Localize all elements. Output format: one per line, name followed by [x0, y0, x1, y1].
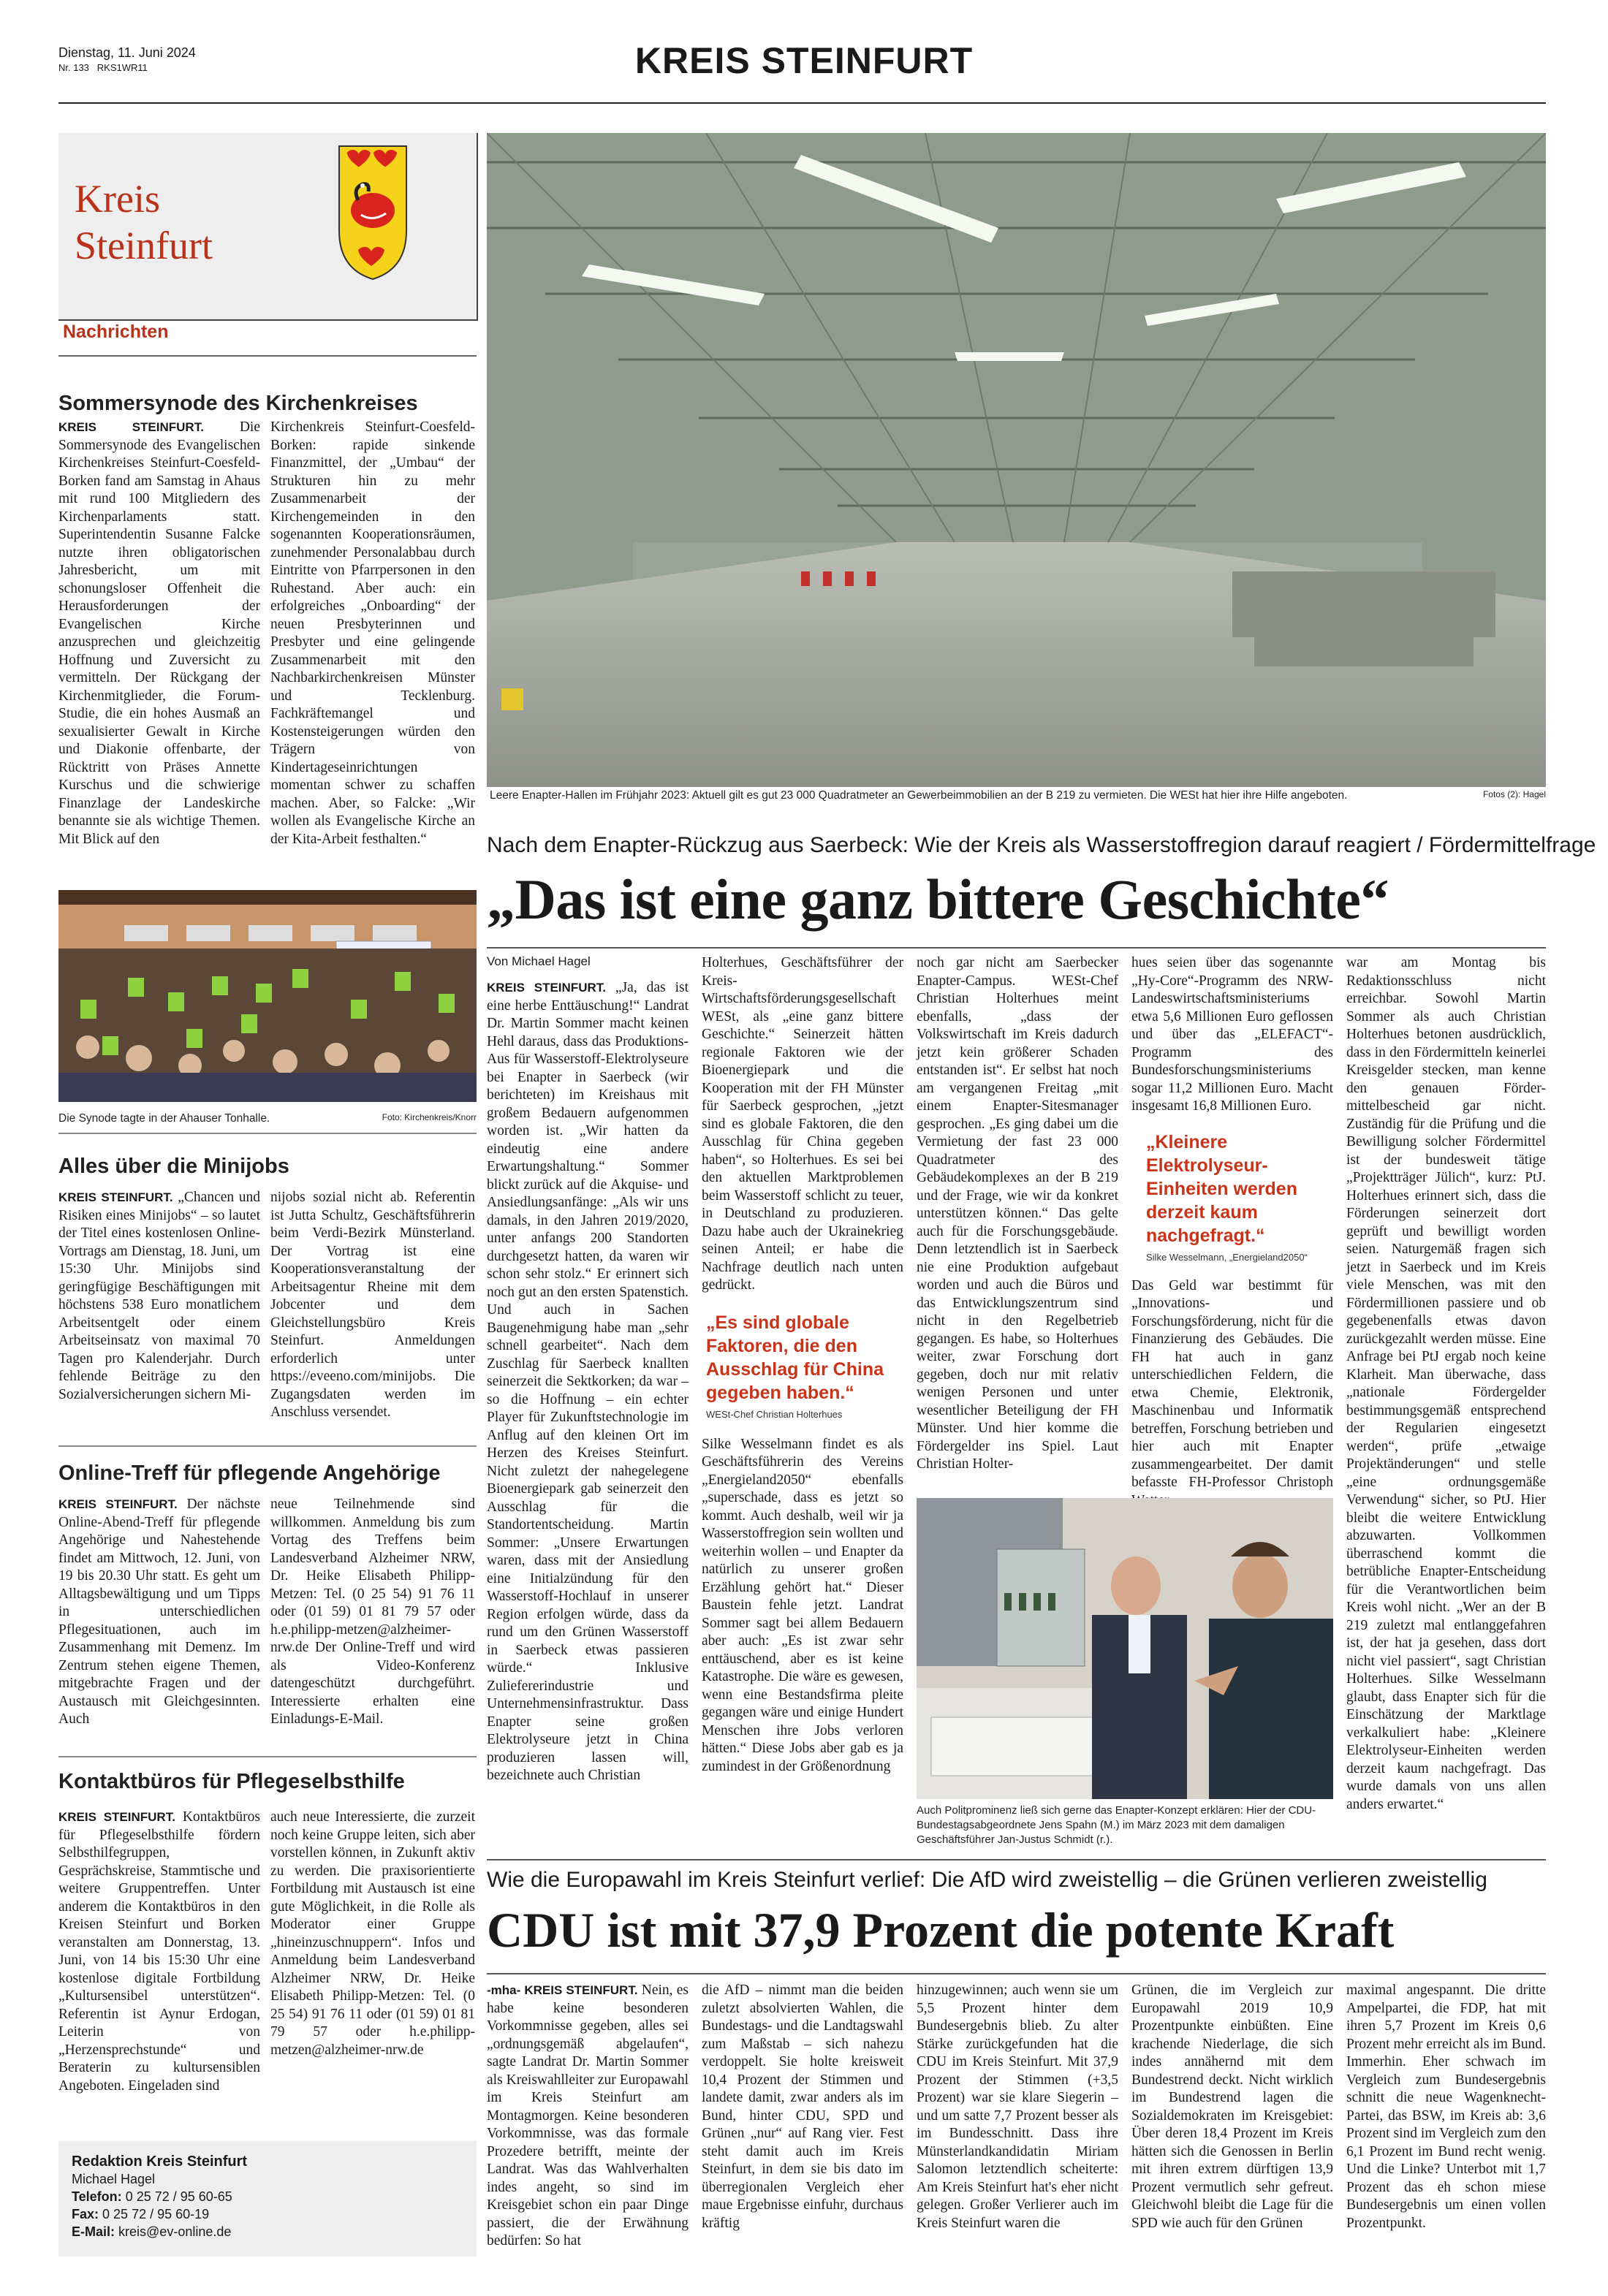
quote2-source: Silke Wesselmann, „Energieland2050“ [1146, 1251, 1308, 1263]
spahn-photo [917, 1498, 1333, 1799]
second-col5 [1346, 1982, 1546, 2232]
lead-col3-text: noch gar nicht am Saerbecker Enapter-Campus. WESt-Chef Christian Holterhues meint ebenfalls, „dass der Volkswirtschaft im Kreis dadurch jetzt kein größerer Schaden entstanden ist“. Er selbst hat noch am vergangenen Freitag „mit einem Enapter-Sitesmanager gesprochen. „Es ging dabei um die Vermietung der fast 23 000 Quadratmeter des Gebäudekomplexes an der B 219 und der Frage, wie wir da konkret unterstützen können.“ Das gelte auch für die Forschungsgebäude. Denn letztendlich ist in Saerbeck nie eine Produktion aufgebaut worden und auch die Büros und das Entwicklungszentrum sind nicht in den Regelbetrieb gegangen. Es habe, so Holterhues weiter, zwar Forschung dort gegeben, doch nur mit relativ wenigen Personen und unter wesentlicher Beteiligung der FH Münster. Und hier komme die Fördergelder ins Spiel. Laut Christian Holter- [917, 955, 1118, 1472]
sidebar-title-line1: Kreis [75, 177, 160, 221]
fax-label: Fax: [72, 2207, 99, 2221]
mail-value[interactable]: kreis@ev-online.de [118, 2224, 232, 2239]
synode-text1: Die Sommersynode des Evangelischen Kirchenkreises Steinfurt-Coesfeld-Borken fand am Samstag in Ahaus mit rund 100 Mitgliedern des Kirchenparlaments statt. Superintendentin Susanne Falcke nutzte ihren obligatorischen Jahresbericht, um mit schonungsloser Offenheit die Herausforderungen der Evangelischen Kirche anzusprechen und gleichzeitig Hoffnung und Zuversicht zu vermitteln. Der Rückgang der Kirchenmitglieder, die Forum-Studie, die ein hohes Ausmaß an sexualisierter Gewalt in Kirche und Diakonie offenbarte, der Rücktritt von Präses Annette Kurschus und die schwierige Finanzlage der Landeskirche benannte sie als wichtige Themen. Mit Blick auf den [58, 419, 260, 847]
second-headline: CDU ist mit 37,9 Prozent die potente Kraft [487, 1902, 1395, 1958]
second-col4-text: Grünen, die im Vergleich zur Europawahl 2019 10,9 Prozentpunkte einbüßten. Eine krachende Niederlage, die sich indes annähernd mit dem Bundestrend deckt. Nicht wirklich im Bundestrend lagen die Sozialdemokraten im Kreisgebiet: Über deren 18,4 Prozent im Kreis hätten sich die Genossen in Berlin mit ihren extrem dürftigen 13,9 Prozent vermutlich sehr gefreut. Gleichwohl bleibt die Lage für die SPD wie auch für den Grünen [1131, 1983, 1333, 2231]
treff-text1: Der nächste Online-Abend-Treff für pflegende Angehörige und Nahestehende findet am Mittwoch, 12. Juni, von 19 bis 20.30 Uhr statt. Es geht um Alltagsbewältigung und um Tipps in unterschiedlichen Pflegesituationen, auch im Zusammenhang mit Demenz. Im Zentrum stehen eigene Themen, mitgebrachte Fragen und der Austausch mit Gleichgesinnten. Auch [58, 1497, 261, 1727]
synode-caption-text: Die Synode tagte in der Ahauser Tonhalle. [58, 1112, 270, 1125]
minijobs-col1 [58, 1189, 260, 1422]
page-section-title: KREIS STEINFURT [634, 40, 974, 81]
quote1-source: WESt-Chef Christian Holterhues [706, 1408, 843, 1420]
second-col2 [702, 1982, 903, 2232]
minijobs-headline: Alles über die Minijobs [58, 1155, 289, 1178]
lead-col1-text [487, 979, 689, 1785]
issue-code: RKS1WR11 [96, 62, 148, 73]
sidebar-title-line2: Steinfurt [75, 224, 213, 267]
redaktion-fax [72, 2205, 463, 2223]
sidebar-title [75, 175, 213, 269]
second-col3-text: hinzugewinnen; auch wenn sie um 5,5 Prozent hinter dem Bundesergebnis blieb. Zu alter Stärke zurückgefunden hat die CDU im Kreis Steinfurt. Mit 37,9 Prozent der Stimmen (+3,5 Prozent) war sie klare Siegerin – und um satte 7,7 Prozent besser als im Bundesschnitt. Dass ihre Münsterlandkandidatin Miriam Salomon letztendlich scheiterte: Am Kreis Steinfurt hat's eher nicht gelegen. Großer Verlierer auch im Kreis Steinfurt waren die [917, 1983, 1118, 2231]
treff-rule [58, 1756, 477, 1757]
synode-article [58, 392, 477, 848]
treff-col2: neue Teilnehmende sind willkommen. Anmeldung bis zum Vortag des Treffens beim Landesverband Alzheimer NRW, Dr. Heike Elisabeth Philipp-Metzen: Tel. (0 25 54) 91 76 11 oder (01 59) 01 81 79 57 oder h.e.philipp-metzen@alzheimer-nrw.de Der Online-Treff und wird als Video-Konferenz datengeschützt durchgeführt. Interessierte erhalten eine Einladungs-E-Mail. [270, 1497, 475, 1727]
second-col1-body: Nein, es habe keine besonderen Vorkommnisse gegeben, alles sei „ordnungsgemäß abgelaufen“, sagte Landrat Dr. Martin Sommer als Kreiswahlleiter zur Europawahl im Kreis Steinfurt am Montagmorgen. Keine besonderen Vorkommnisse, was das formale Prozedere betrifft, meinte der Landrat. Was das Wahlverhalten indes angeht, so sind im Kreisgebiet schon ein paar Dinge passiert, die der Erwähnung bedürfen: So hat [487, 1983, 689, 2249]
minijobs-dateline: KREIS STEINFURT. [58, 1190, 173, 1204]
quote1-text: „Es sind globale Faktoren, die den Ausschlag für China gegeben haben.“ [706, 1312, 884, 1403]
tel-value[interactable]: 0 25 72 / 95 60-65 [125, 2189, 232, 2204]
quote2-text: „Kleinere Elektrolyseur-Einheiten werden derzeit kaum nachgefragt.“ [1146, 1131, 1297, 1246]
redaktion-name: Michael Hagel [72, 2172, 156, 2186]
minijobs-col2: nijobs sozial nicht ab. Referentin ist Jutta Schultz, Geschäftsführerin beim Verdi-Bezirk Münsterland. Der Vortrag ist eine Kooperationsveranstaltung der Arbeitsagentur Rheine mit dem Jobcenter und dem Gleichstellungsbüro Kreis Steinfurt. Anmeldungen erforderlich unter https://eveeno.com/minijobs. Die Zugangsdaten werden im Anschluss versendet. [270, 1190, 475, 1420]
lead-col5 [1346, 954, 1546, 1814]
second-headline-rule [487, 1973, 1546, 1974]
sidebar-title-box [58, 133, 478, 321]
nachrichten-label: Nachrichten [63, 322, 169, 342]
lead-col4 [1131, 954, 1333, 1510]
lead-col4-text: hues seien über das sogenannte „Hy-Core“-Programm des NRW-Landeswirtschaftsministeriums etwa 5,6 Millionen Euro geflossen und über das „ELEFACT“-Programm des Bundesforschungsministeriums sogar 11,2 Millionen Euro. Macht insgesamt 16,8 Millionen Euro. [1131, 955, 1333, 1114]
kontakt-col2: auch neue Interessierte, die zurzeit noch keine Gruppe leiten, sich aber vorstellen können, in Zukunft aktiv zu werden. Die praxisorientierte Fortbildung mit Austausch ist eine gute Möglichkeit, in die Rolle als Moderator einer Gruppe „hineinzuschnuppern“. Infos und Anmeldung beim Landesverband Alzheimer NRW, Dr. Heike Elisabeth Philipp-Metzen: Tel. (0 25 54) 91 76 11 oder (01 59) 01 81 79 57 oder h.e.philipp-metzen@alzheimer-nrw.de [270, 1809, 475, 2058]
visit-image [917, 1498, 1333, 1799]
redaktion-box [58, 2141, 477, 2257]
lead-col2a: Holterhues, Geschäftsführer der Kreis-Wirtschaftsförderungsgesellschaft WESt, als „eine ganz bittere Geschichte.“ Seinerzeit hätten regionale Faktoren wie der Bioenergiepark und die Kooperation mit der FH Münster für Saerbeck gesprochen, „jetzt sind es globale Faktoren, die den Ausschlag für China gegeben haben“, so Holterhues. Es sei bei den aktuellen Marktproblemen beim Wasserstoff schlicht zu teuer, in Deutschland zu produzieren. Dazu habe auch der Ukrainekrieg seinen Anteil; er habe die Nachfrage deutlich nach unten gedrückt. [702, 955, 903, 1293]
synode-photo-credit: Foto: Kirchenkreis/Knorr [382, 1112, 477, 1122]
minijobs-article [58, 1155, 477, 1422]
kontakt-article [58, 1770, 477, 2095]
second-article-rule [487, 1859, 1546, 1860]
lead-col3 [917, 954, 1118, 1474]
main-photo-caption [490, 789, 1546, 802]
sidebar-rule [58, 355, 477, 357]
main-photo-credit: Fotos (2): Hagel [1482, 789, 1546, 799]
lead-col4b-text: Das Geld war bestimmt für „Innovations- und Forschungsförderung, nicht für die Finanzierung des Gebäudes. Die FH hat auch in ganz unterschiedlichen Feldern, die etwa Chemie, Elektronik, Maschinenbau und Informatik betreffen, Forschung betrieben und hier auch mit Enapter zusammengearbeitet. Der damit befasste FH-Professor Christoph [1131, 1277, 1333, 1490]
kontakt-headline: Kontaktbüros für Pflegeselbsthilfe [58, 1770, 405, 1793]
coat-of-arms-icon [336, 143, 409, 282]
lead-col2b: Silke Wesselmann findet es als Geschäftsführerin des Vereins „Energieland2050“ ebenfalls „superschade, dass es jetzt so kommt. Auch deshalb, weil wir ja Wasserstoffregion sein wollten und weiterhin wollen – und Enapter da natürlich zu unserer großen Erzählung gehört hat.“ Dieser Baustein fehle jetzt. Landrat Sommer sagt bei allem Bedauern aber auch: „Es ist zwar sehr enttäuschend, aber es ist keine Katastrophe. Die wäre es gewesen, wenn eine Bestandsfirma pleite gegangen wäre und einige Hundert Menschen ihre Jobs verloren hätten.“ Diese Jobs aber gab es ja zumindest in der Größenordnung [702, 1436, 903, 1774]
redaktion-tel [72, 2188, 463, 2205]
redaktion-title: Redaktion Kreis Steinfurt [72, 2154, 248, 2170]
second-col4 [1131, 1982, 1333, 2232]
synode-caption [58, 1112, 477, 1125]
issue-no: Nr. 133 [58, 62, 89, 73]
lead-dateline: KREIS STEINFURT. [487, 981, 606, 995]
minijobs-rule [58, 1445, 477, 1447]
second-col5-text: maximal angespannt. Die dritte Ampelpartei, die FDP, hat mit ihren 5,7 Prozent im Kreis 0,6 Prozent mehr erreicht als im Bund. Immerhin. Eher schwach im Vergleich zum Bundesergebnis schnitt die neue Wagenknecht-Partei, das BSW, im Kreis ab: 3,6 Prozent sind im Vergleich zum den 6,1 Prozent im Bund recht wenig. Und die Linke? Unterbot mit 1,7 Prozent das eh schon miese Bundesergebnis um einen vollen Prozentpunkt. [1346, 1983, 1546, 2231]
synode-rule [58, 1133, 477, 1134]
treff-article [58, 1461, 477, 1729]
synode-dateline: KREIS STEINFURT. [58, 420, 204, 434]
second-col1-text [487, 1982, 689, 2251]
lead-col1 [487, 954, 689, 1785]
redaktion-mail [72, 2223, 463, 2240]
synode-col1 [58, 419, 260, 848]
second-col2-text: die AfD – nimmt man die beiden zuletzt absolvierten Wahlen, die Bundestags- und die Landtagswahl zum Maßstab – sich nahezu verdoppelt. Sie holte kreisweit 10,4 Prozent der Stimmen und landete damit, zwar anders als im Bund, hinter CDU, SPD und Grünen „nur“ auf Rang vier. Fest steht damit auch im Kreis Steinfurt, in dem sie bis dato im überregionalen Vergleich eher maue Ergebnisse einfuhr, durchaus kräftig [702, 1983, 903, 2231]
second-dateline: -mha- KREIS STEINFURT. [487, 1983, 638, 1997]
kontakt-col1 [58, 1809, 260, 2095]
kontakt-text1: Kontaktbüros für Pflegeselbsthilfe fördern Selbsthilfegruppen, Gesprächskreise, Stammtische und weitere Gruppentreffen. Unter anderem die Kontaktbüros in den Kreisen Steinfurt und Borken veranstalten am Donnerstag, 13. Juni, von 14 bis 15:30 Uhr eine kostenlose digitale Fortbildung „Kultursensibel unterstützen“. Referentin ist Aynur Erdogan, Leiterin von „Herzensprechstunde“ und Beraterin zu kultursensiblen Angeboten. Eingeladen sind [58, 1809, 260, 2094]
mail-label: E-Mail: [72, 2224, 115, 2239]
synode-headline: Sommersynode des Kirchenkreises [58, 392, 418, 415]
lead-col1-body: „Ja, das ist eine herbe Enttäuschung!“ Landrat Dr. Martin Sommer macht keinen Hehl daraus, dass das Produktions-Aus für Wasserstoff-Elektrolyseure bei Enapter in Saerbeck (wir berichteten) im Kreishaus mit großem Bedauern aufgenommen worden ist. „Wir hatten da eindeutig eine andere Erwartungshaltung.“ Sommer blickt zurück auf die Akquise- und Ansiedlungsanfänge: „Als wir uns damals, in den Jahren 2019/2020, unter anfangs 200 Standorten durchgesetzt hatten, da waren wir schon sehr stolz.“ Er erinnert sich noch gut an den ersten Spatenstich. Und auch in Sachen Baugenehmigung habe man „sehr schnell gearbeitet“. Nach dem Zuschlag für Saerbeck knallten seinerzeit die Sektkorken; da war – so die Hoffnung – ein echter Player für Zukunftstechnologie im Anflug auf den kleinen Ort im Herzen des Kreises Steinfurt. Nicht zuletzt der nahegelegene Bioenergiepark gab seinerzeit den Ausschlag für die Standortentscheidung. Martin Sommer: „Unsere Erwartungen waren, dass mit der Ansiedlung eine Initialzündung für den Wasserstoff-Hochlauf in unserer Region erfolgen würde, dass da rund um den Grünen Wasserstoff in Saerbeck etwas passieren würde.“ Inklusive Zuliefererindustrie und Unternehmensinfrastruktur. Dass Enapter seine großen Elektrolyseure jetzt in China produzieren lassen will, bezeichnete auch Christian [487, 980, 689, 1783]
main-photo-caption-text: Leere Enapter-Hallen im Frühjahr 2023: Aktuell gilt es gut 23 000 Quadratmeter an Gewerbeimmobilien an der B 219 zu vermieten. Die WESt hat hier ihre Hilfe angeboten. [490, 789, 1348, 802]
quote-wesselmann [1146, 1130, 1333, 1263]
synode-photo [58, 890, 477, 1102]
quote-holterhues [706, 1311, 903, 1420]
lead-col5-text: war am Montag bis Redaktionsschluss nicht erreichbar. Sowohl Martin Sommer als auch Christian Holterhues betonen ausdrücklich, dass in den Fördermitteln keinerlei Kreisgelder stecken, man kenne den genauen Förder-mittelbescheid gar nicht. Zuständig für die Prüfung und die Bewilligung solcher Fördermittel ist der bundesweit tätige „Projektträger Jülich“, kurz: PtJ. Holterhues erinnert sich, dass die Förderungen seinerzeit dort geprüft und bewilligt worden seien. Naturgemäß fragen sich jetzt in Saerbeck und im Kreis viele Menschen, was mit den Fördermillionen passiere und ob gegebenenfalls etwas davon zurückgezahlt werden müsse. Eine Anfrage bei PtJ ergab noch keine Klarheit. Man überwache, dass „nationale Fördergelder bestimmungsgemäß entsprechend der Regularien eingesetzt werden“, prüfe „etwaige Projektänderungen“ und stelle „eine ordnungsgemäße Verwendung“ sicher, so PtJ. Hier bleibt die weitere Entwicklung abzuwarten. Vollkommen überraschend kommt die betrübliche Enapter-Entscheidung für die Verantwortlichen beim Kreis wohl nicht. „Wer an der B 219 zuletzt mal entlanggefahren ist, der hat ja gesehen, dass dort nicht viel passiert“, sagt Christian Holterhues. Silke Wesselmann glaubt, dass Enapter sich für die Einschätzung der Marktlage verkalkuliert habe: „Kleinere Elektrolyseur-Einheiten werden derzeit kaum nachgefragt. Das wurde damals von uns allen anders erwartet.“ [1346, 955, 1546, 1812]
header-rule [58, 102, 1546, 104]
lead-kicker: Nach dem Enapter-Rückzug aus Saerbeck: Wie der Kreis als Wasserstoffregion darauf reagiert / Fördermittelfrage [487, 833, 1596, 857]
minijobs-text1: „Chancen und Risiken eines Minijobs“ – so lautet der Titel eines kostenlosen Online-Vortrags am Dienstag, 18. Juni, um 15:30 Uhr. Minijobs sind geringfügige Beschäftigungen mit höchstens 538 Euro monatlichem Arbeitsentgelt oder einem Arbeitseinsatz von maximal 70 Tagen pro Kalenderjahr. Durch fehlende Beiträge zu den Sozialversicherungen sichern Mi- [58, 1190, 260, 1402]
issue-date: Dienstag, 11. Juni 2024 [58, 45, 196, 60]
second-col3 [917, 1982, 1118, 2232]
lead-headline: „Das ist eine ganz bittere Geschichte“ [487, 867, 1389, 931]
tel-label: Telefon: [72, 2189, 122, 2204]
treff-dateline: KREIS STEINFURT. [58, 1497, 178, 1511]
treff-headline: Online-Treff für pflegende Angehörige [58, 1461, 441, 1485]
main-photo [487, 133, 1546, 787]
lead-byline: Von Michael Hagel [487, 954, 591, 968]
empty-hall-image [487, 133, 1546, 787]
second-col1 [487, 1982, 689, 2251]
spahn-photo-caption: Auch Politprominenz ließ sich gerne das Enapter-Konzept erklären: Hier der CDU-Bundestagsabgeordnete Jens Spahn (M.) im März 2023 mit dem damaligen Geschäftsführer Jan-Justus Schmidt (r.). [917, 1804, 1316, 1846]
synod-hall-image [58, 890, 477, 1102]
lead-col2 [702, 954, 903, 1776]
fax-value: 0 25 72 / 95 60-19 [102, 2207, 210, 2221]
second-kicker: Wie die Europawahl im Kreis Steinfurt verlief: Die AfD wird zweistellig – die Grünen verlieren zweistellig [487, 1868, 1487, 1892]
treff-col1 [58, 1496, 260, 1729]
synode-col2: Kirchenkreis Steinfurt-Coesfeld-Borken: rapide sinkende Finanzmittel, der „Umbau“ der Strukturen hin zu mehr Zusammenarbeit der Kirchengemeinden in den sogenannten Kooperationsräumen, zunehmender Personalabbau durch Eintritte von Pfarrpersonen in den Ruhestand. Aber auch: ein erfolgreiches „Onboarding“ der neuen Presbyterinnen und Presbyter und eine gelingende Zusammenarbeit mit den Nachbarkirchenkreisen Münster und Tecklenburg. Fachkräftemangel und Kostensteigerungen würden den Trägern von Kindertageseinrichtungen momentan schwer zu schaffen machen. Aber, so Falcke: „Wir wollen als Evangelische Kirche an der Kita-Arbeit festhalten.“ [270, 419, 475, 847]
kontakt-dateline: KREIS STEINFURT. [58, 1810, 175, 1824]
lead-headline-rule [487, 947, 1546, 949]
